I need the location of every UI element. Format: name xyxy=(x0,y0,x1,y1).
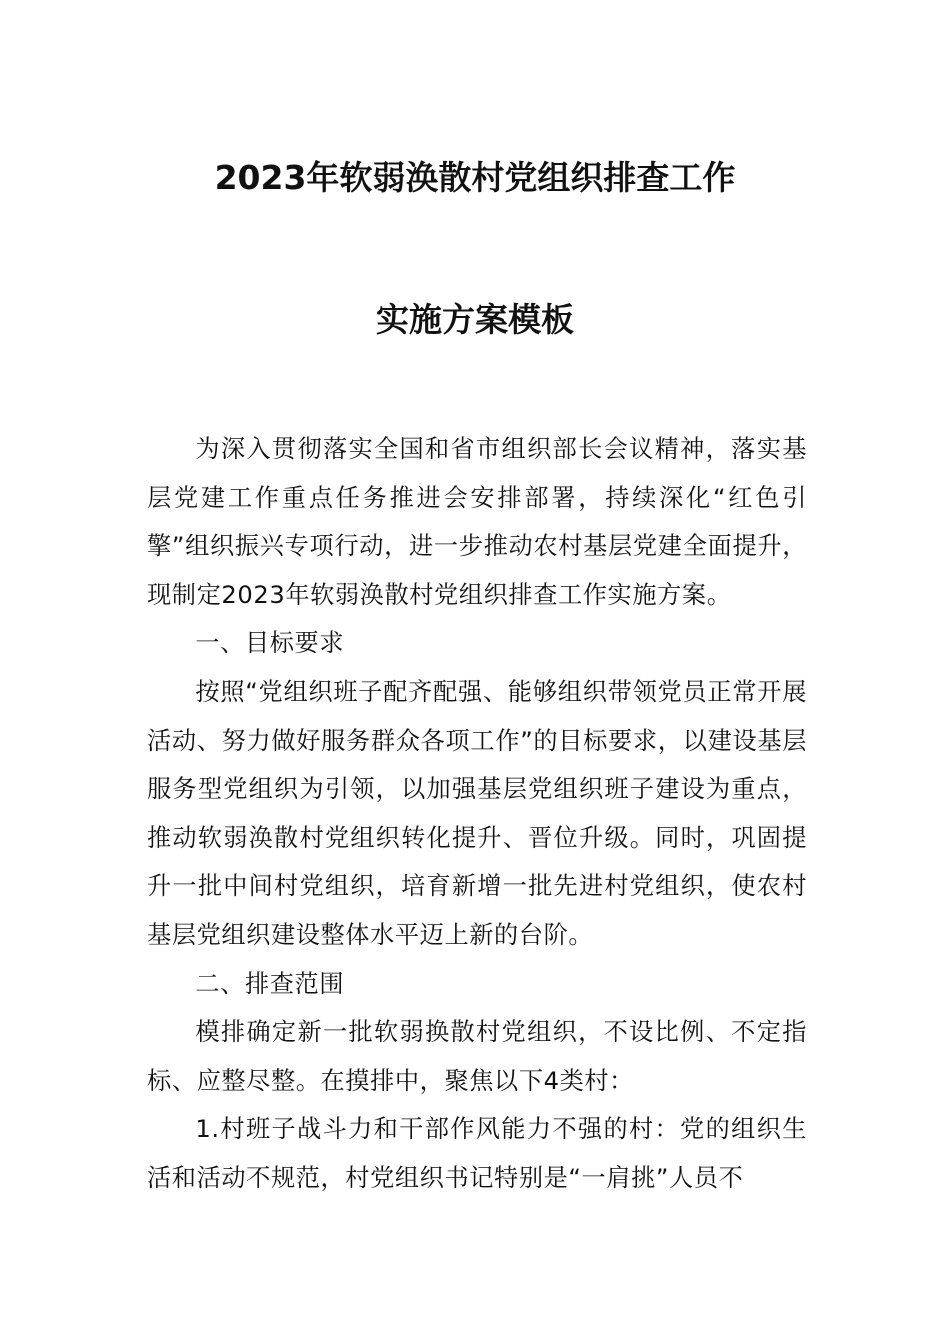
document-title-line-1: 2023年软弱涣散村党组织排查工作 xyxy=(214,158,736,197)
scope-item-1-paragraph: 1.村班子战斗力和干部作风能力不强的村：党的组织生活和活动不规范，村党组织书记特别是“一肩挑”人员不 xyxy=(147,1115,807,1192)
scope-paragraph: 模排确定新一批软弱换散村党组织，不设比例、不定指标、应整尽整。在摸排中，聚焦以下4类村： xyxy=(147,1018,807,1095)
document-body xyxy=(147,425,807,1203)
document-title-line-2: 实施方案模板 xyxy=(376,300,574,339)
section-heading-goals: 一、目标要求 xyxy=(195,629,345,658)
goals-paragraph: 按照“党组织班子配齐配强、能够组织带领党员正常开展活动、努力做好服务群众各项工作”的目标要求，以建设基层服务型党组织为引领，以加强基层党组织班子建设为重点，推动软弱涣散村党组织转化提升、晋位升级。同时，巩固提升一批中间村党组织，培育新增一批先进村党组织，使农村基层党组织建设整体水平迈上新的台阶。 xyxy=(147,677,807,949)
section-heading-scope: 二、排查范围 xyxy=(195,969,345,998)
intro-paragraph: 为深入贯彻落实全国和省市组织部长会议精神，落实基层党建工作重点任务推进会安排部署，持续深化“红色引擎”组织振兴专项行动，进一步推动农村基层党建全面提升，现制定2023年软弱涣散村党组织排查工作实施方案。 xyxy=(147,435,807,609)
